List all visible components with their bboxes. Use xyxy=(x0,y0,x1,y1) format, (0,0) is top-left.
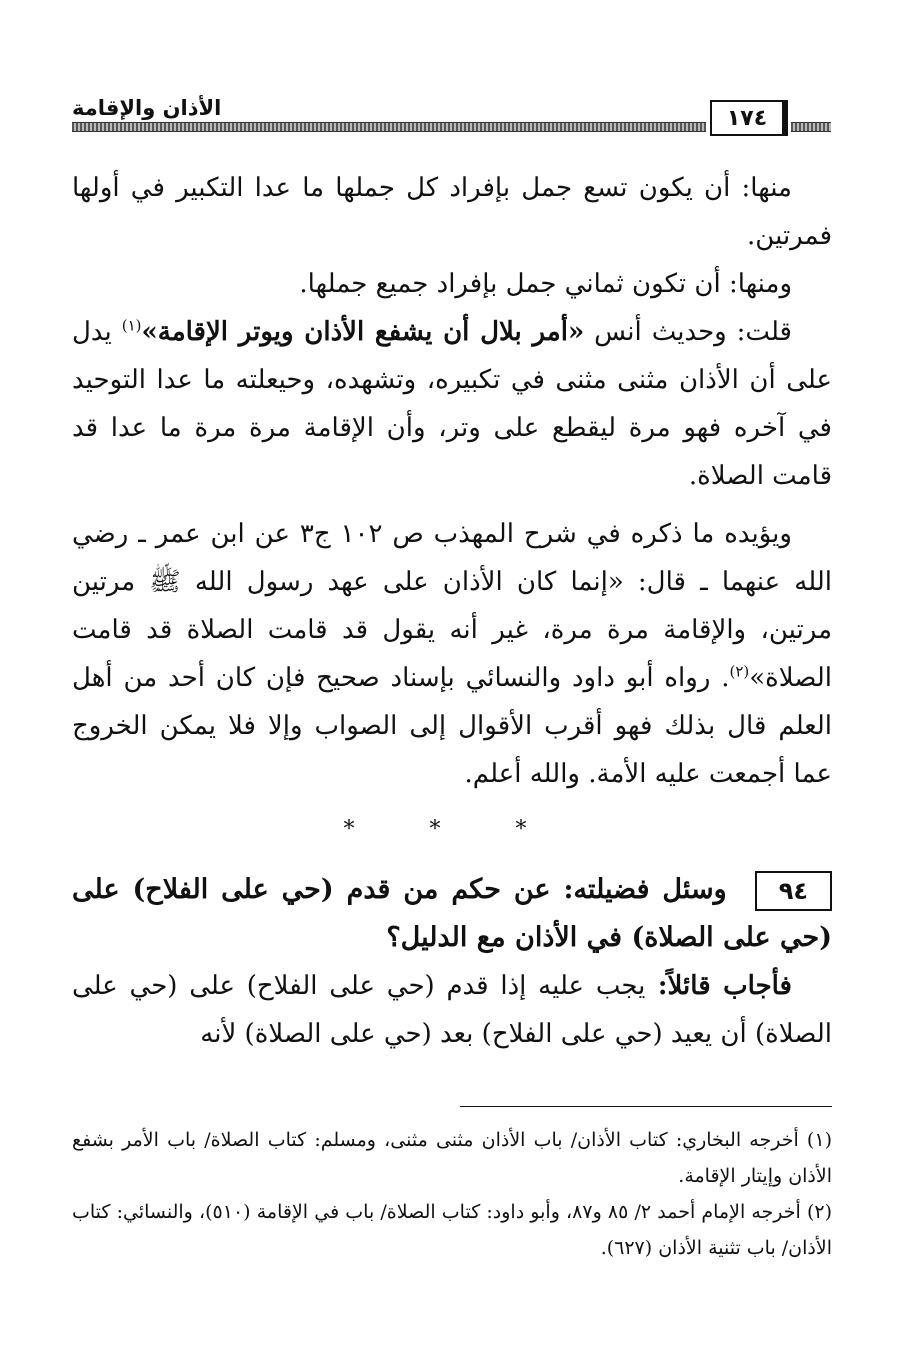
running-title: الأذان والإقامة xyxy=(72,96,222,120)
paragraph-3 xyxy=(72,308,832,500)
footnote-1: (١) أخرجه البخاري: كتاب الأذان/ باب الأذان مثنى مثنى، ومسلم: كتاب الصلاة/ باب الأمر بشفع الأذان وإيتار الإقامة. xyxy=(72,1129,832,1187)
question-number: ٩٤ xyxy=(755,871,832,911)
answer-text: يجب عليه إذا قدم (حي على الفلاح) على (حي على الصلاة) أن يعيد (حي على الفلاح) بعد (حي على الصلاة) لأنه xyxy=(72,971,832,1049)
paragraph-3-rest: يدل على أن الأذان مثنى مثنى في تكبيره، وتشهده، وحيعلته ما عدا التوحيد في آخره فهو مرة ليقطع على وتر، وأن الإقامة مرة مرة ما عدا قد قامت الصلاة. xyxy=(72,317,832,491)
paragraph-2: ومنها: أن تكون ثماني جمل بإفراد جميع جملها. xyxy=(299,269,792,299)
header-rule-right xyxy=(791,122,831,132)
page-number: ١٧٤ xyxy=(710,100,788,136)
paragraph-4 xyxy=(72,510,832,798)
footnote-divider xyxy=(460,1106,832,1107)
footnote-2: (٢) أخرجه الإمام أحمد ٢/ ٨٥ و٨٧، وأبو داود: كتاب الصلاة/ باب في الإقامة (٥١٠)، والنسائي: كتاب الأذان/ باب تثنية الأذان (٦٢٧). xyxy=(72,1201,833,1259)
footnote-ref-1: (١) xyxy=(121,316,142,335)
page-header xyxy=(72,92,831,140)
section-separator: * * * xyxy=(343,817,561,842)
paragraph-4-rest: . رواه أبو داود والنسائي بإسناد صحيح فإن كان أحد من أهل العلم قال بذلك فهو أقرب الأقوال إلى الصواب وإلا فلا يمكن الخروج عما أجمعت عليه الأمة. والله أعلم. xyxy=(72,663,832,789)
footnote-ref-2: (٢) xyxy=(729,662,750,681)
answer xyxy=(72,962,832,1058)
paragraph-4-main: ويؤيده ما ذكره في شرح المهذب ص ١٠٢ ج٣ عن ابن عمر ـ رضي الله عنهما ـ قال: «إنما كان الأذان على عهد رسول الله ﷺ مرتين مرتين، والإقامة مرة مرة، غير أنه يقول قد قامت الصلاة قد قامت الصلاة» xyxy=(72,519,832,693)
footnotes xyxy=(72,1122,832,1266)
paragraph-3-lead: قلت: وحديث أنس xyxy=(584,317,792,347)
paragraph-1: منها: أن يكون تسع جمل بإفراد كل جملها ما عدا التكبير في أولها فمرتين. xyxy=(72,173,832,251)
question xyxy=(72,866,832,962)
header-rule xyxy=(72,122,706,132)
question-text: وسئل فضيلته: عن حكم من قدم (حي على الفلاح) على (حي على الصلاة) في الأذان مع الدليل؟ xyxy=(72,874,832,953)
hadith-quote-anas: «أمر بلال أن يشفع الأذان ويوتر الإقامة» xyxy=(141,317,585,347)
answer-lead: فأجاب قائلاً: xyxy=(645,971,792,1001)
main-text xyxy=(72,164,832,1058)
